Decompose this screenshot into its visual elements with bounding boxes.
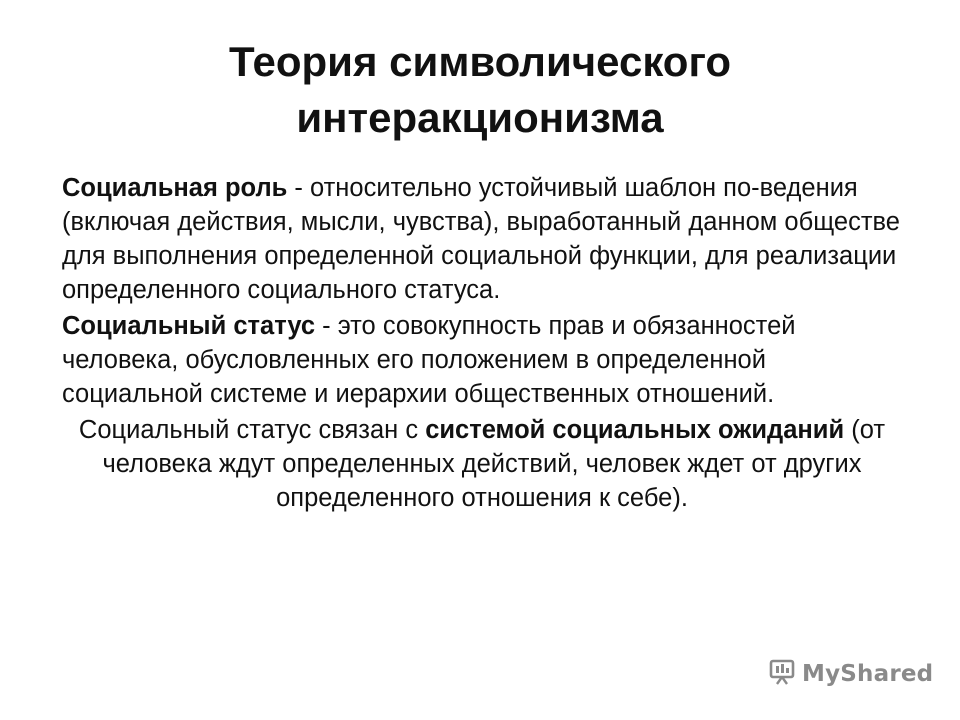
definition-social-role: - относительно устойчивый шаблон по-ведения (включая действия, мысли, чувства), выработанный данном обществе для выполнения определенной социальной функции, для реализации определенного социального статуса. xyxy=(62,174,900,304)
term-social-expectations: системой социальных ожиданий xyxy=(425,416,845,444)
slide-body xyxy=(62,171,902,515)
term-social-status: Социальный статус xyxy=(62,312,316,340)
definition-social-status: - это совокупность прав и обязанностей человека, обусловленных его положением в определенной социальной системе и иерархии общественных отношений. xyxy=(62,312,796,408)
watermark-logo xyxy=(768,656,933,692)
term-social-role: Социальная роль xyxy=(62,174,288,202)
watermark-text: MyShared xyxy=(802,661,934,687)
expectations-text: (от человека ждут определенных действий, человек ждет от других определенного отношения к себе). xyxy=(102,416,886,512)
paragraph-social-status xyxy=(62,309,902,411)
paragraph-expectations xyxy=(62,413,902,515)
paragraph-social-role xyxy=(62,171,902,307)
title-line-1: Теория символического xyxy=(228,38,732,85)
expectations-lead: Социальный статус связан с xyxy=(78,416,426,444)
title-line-2: интеракционизма xyxy=(296,94,664,141)
slide-title xyxy=(0,34,960,146)
presentation-screen-icon xyxy=(768,658,796,691)
